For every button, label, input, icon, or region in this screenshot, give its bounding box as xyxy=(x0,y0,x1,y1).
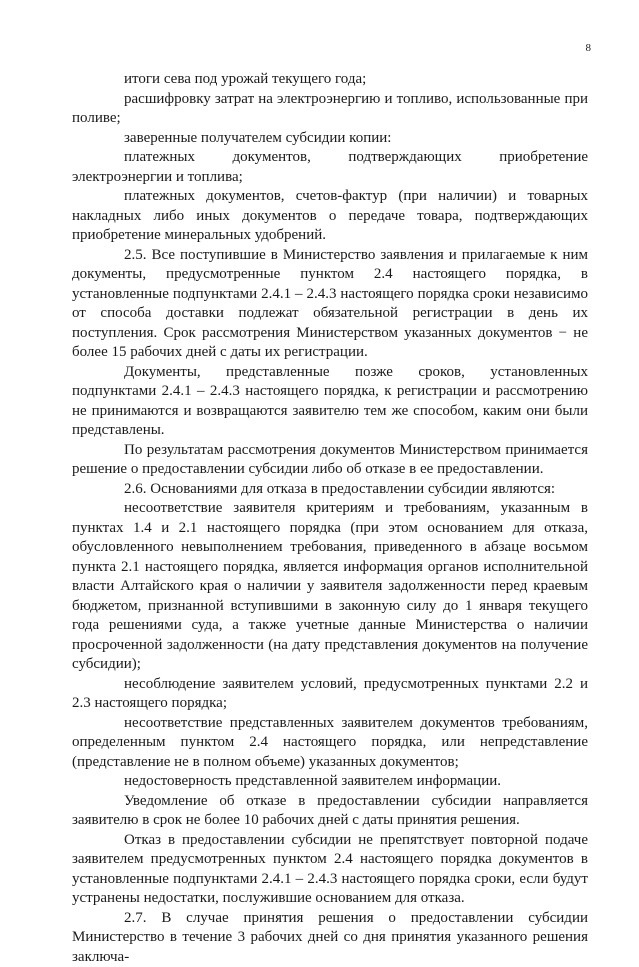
paragraph: платежных документов, подтверждающих приобретение электроэнергии и топлива; xyxy=(72,148,588,187)
paragraph: недостоверность представленной заявителем информации. xyxy=(72,772,588,792)
paragraph: несоответствие представленных заявителем документов требованиям, определенным пунктом 2.4 настоящего порядка, или непредставление (представление не в полном объеме) указанных документов; xyxy=(72,714,588,773)
page-number: 8 xyxy=(586,42,592,54)
paragraph: 2.5. Все поступившие в Министерство заявления и прилагаемые к ним документы, предусмотренные пунктом 2.4 настоящего порядка, в установленные подпунктами 2.4.1 – 2.4.3 настоящего порядка сроки независимо от способа доставки подлежат обязательной регистрации в день их поступления. Срок рассмотрения Министерством указанных документов − не более 15 рабочих дней с даты их регистрации. xyxy=(72,246,588,363)
paragraph: итоги сева под урожай текущего года; xyxy=(72,70,588,90)
paragraph: несоблюдение заявителем условий, предусмотренных пунктами 2.2 и 2.3 настоящего порядка; xyxy=(72,675,588,714)
paragraph: По результатам рассмотрения документов Министерством принимается решение о предоставлении субсидии либо об отказе в ее предоставлении. xyxy=(72,441,588,480)
paragraph: Документы, представленные позже сроков, установленных подпунктами 2.4.1 – 2.4.3 настоящего порядка, к регистрации и рассмотрению не принимаются и возвращаются заявителю тем же способом, каким они были представлены. xyxy=(72,363,588,441)
paragraph: 2.6. Основаниями для отказа в предоставлении субсидии являются: xyxy=(72,480,588,500)
paragraph: расшифровку затрат на электроэнергию и топливо, использованные при поливе; xyxy=(72,90,588,129)
paragraph: Отказ в предоставлении субсидии не препятствует повторной подаче заявителем предусмотренных пунктом 2.4 настоящего порядка документов в установленные подпунктами 2.4.1 – 2.4.3 настоящего порядка сроки, если будут устранены недостатки, послужившие основанием для отказа. xyxy=(72,831,588,909)
paragraph: несоответствие заявителя критериям и требованиям, указанным в пунктах 1.4 и 2.1 настоящего порядка (при этом основанием для отказа, обусловленного невыполнением требования, приведенного в абзаце восьмом пункта 2.1 настоящего порядка, является информация органов исполнительной власти Алтайского края о наличии у заявителя задолженности перед краевым бюджетом, признанной вступившими в законную силу до 1 января текущего года решениями суда, а также учетные данные Министерства о наличии просроченной задолженности (на дату представления документов на получение субсидии); xyxy=(72,499,588,675)
paragraph: заверенные получателем субсидии копии: xyxy=(72,129,588,149)
paragraph: Уведомление об отказе в предоставлении субсидии направляется заявителю в срок не более 10 рабочих дней с даты принятия решения. xyxy=(72,792,588,831)
document-body xyxy=(72,70,588,967)
paragraph: платежных документов, счетов-фактур (при наличии) и товарных накладных либо иных документов о передаче товара, подтверждающих приобретение минеральных удобрений. xyxy=(72,187,588,246)
paragraph: 2.7. В случае принятия решения о предоставлении субсидии Министерство в течение 3 рабочих дней со дня принятия указанного решения заключа- xyxy=(72,909,588,967)
